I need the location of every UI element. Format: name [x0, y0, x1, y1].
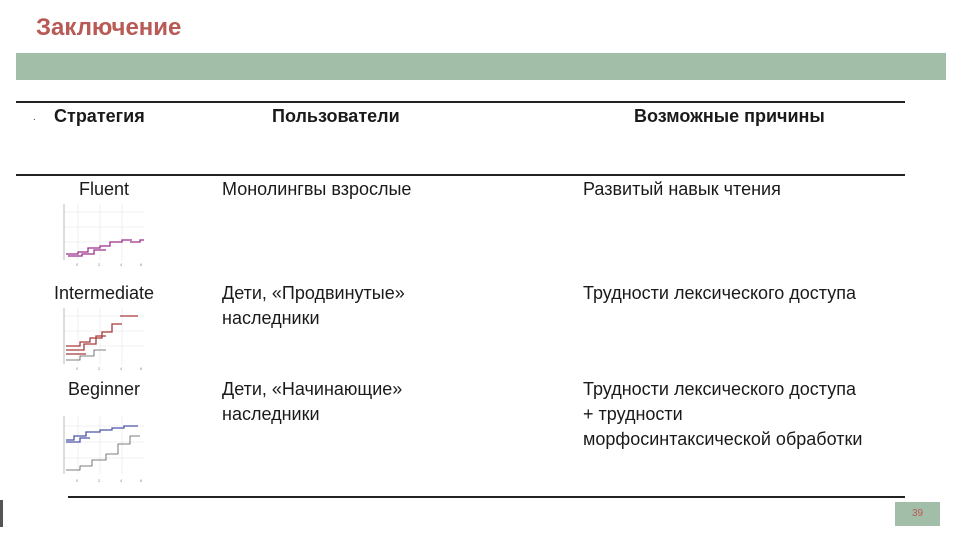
slide-title: Заключение — [36, 14, 182, 41]
svg-text:4: 4 — [120, 262, 123, 267]
users-line: наследники — [222, 308, 320, 328]
page-number: 39 — [895, 502, 940, 526]
header-marker: . — [33, 112, 36, 123]
row-fluent-reasons — [583, 177, 781, 202]
row-beginner-users — [222, 377, 402, 427]
svg-text:2: 2 — [98, 478, 101, 483]
users-line: Дети, «Продвинутые» — [222, 283, 405, 303]
table-bottom-rule — [68, 496, 905, 498]
reasons-line: Развитый навык чтения — [583, 179, 781, 199]
svg-text:6: 6 — [140, 262, 143, 267]
row-fluent-strategy: Fluent — [78, 179, 130, 199]
left-edge-mark — [0, 500, 3, 527]
table-top-rule — [16, 101, 905, 103]
svg-text:2: 2 — [98, 366, 101, 371]
svg-text:4: 4 — [120, 478, 123, 483]
row-fluent-users — [222, 177, 411, 202]
row-beginner-reasons — [583, 377, 862, 452]
row-intermediate-strategy: Intermediate — [53, 283, 155, 303]
svg-text:6: 6 — [140, 366, 143, 371]
svg-text:6: 6 — [140, 478, 143, 483]
intermediate-thumbnail — [60, 306, 146, 374]
reasons-line: Трудности лексического доступа — [583, 283, 856, 303]
row-intermediate-users — [222, 281, 405, 331]
svg-text:4: 4 — [120, 366, 123, 371]
reasons-line: Трудности лексического доступа — [583, 379, 856, 399]
row-beginner-strategy: Beginner — [67, 379, 141, 399]
beginner-thumbnail — [60, 414, 146, 486]
users-line: Монолингвы взрослые — [222, 179, 412, 199]
row-intermediate-reasons — [583, 281, 856, 306]
reasons-line: морфосинтаксической обработки — [583, 429, 863, 449]
reasons-line: + трудности — [583, 404, 683, 424]
header-users: Пользователи — [272, 106, 400, 126]
svg-text:0: 0 — [76, 478, 79, 483]
users-line: наследники — [222, 404, 320, 424]
title-band — [16, 53, 946, 80]
table-header-rule — [16, 174, 905, 176]
svg-text:0: 0 — [76, 262, 79, 267]
header-reasons: Возможные причины — [634, 106, 825, 126]
users-line: Дети, «Начинающие» — [222, 379, 403, 399]
svg-text:0: 0 — [76, 366, 79, 371]
header-strategy: Стратегия — [54, 106, 145, 126]
svg-text:2: 2 — [98, 262, 101, 267]
fluent-thumbnail — [60, 202, 146, 270]
